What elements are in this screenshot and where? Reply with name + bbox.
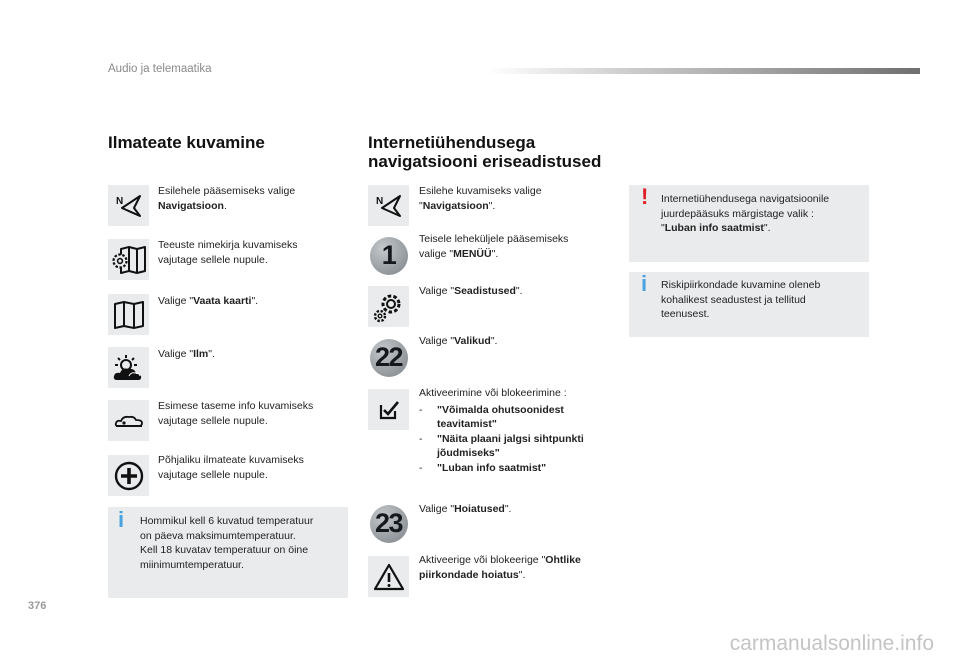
middle-row-check-text: Aktiveerimine või blokeerimine : - "Võimalda ohutsoonidest teavitamist" - "Näita plaani jalgsi sihtpunkti jõudmiseks" - "Luban info saatmist" <box>419 387 584 474</box>
internet-note <box>629 185 869 262</box>
left-row-5-text: Esimese taseme info kuvamiseks vajutage sellele nupule. <box>158 400 314 427</box>
left-row-1-text: Esilehele pääsemiseks valige Navigatsioon. <box>158 185 296 212</box>
step-1-text: Teisele leheküljele pääsemiseks valige "MENÜÜ". <box>419 233 569 260</box>
left-row-4-text: Valige "Ilm". <box>158 348 215 360</box>
risk-zone-note <box>629 272 869 337</box>
info-icon: i <box>641 271 648 296</box>
navigation-arrow-icon[interactable] <box>368 185 409 226</box>
middle-heading: Internetiühendusega navigatsiooni eriseadistused <box>368 133 602 171</box>
step-22-badge <box>368 337 409 378</box>
step-number: 1 <box>370 237 408 275</box>
step-22-text: Valige "Valikud". <box>419 335 498 347</box>
settings-gear-icon[interactable] <box>368 286 409 327</box>
left-row-2-text: Teeuste nimekirja kuvamiseks vajutage sellele nupule. <box>158 239 298 266</box>
weather-icon[interactable] <box>108 347 149 388</box>
header-divider <box>488 68 920 74</box>
internet-note-text: Internetiühendusega navigatsioonile juurdepääsuks märgistage valik : "Luban info saatmist". <box>661 193 830 234</box>
warning-triangle-icon[interactable] <box>368 556 409 597</box>
risk-zone-note-text: Riskipiirkondade kuvamine oleneb kohalikest seadustest ja tellitud teenusest. <box>661 279 821 320</box>
temperature-note-text: Hommikul kell 6 kuvatud temperatuur on päeva maksimumtemperatuur. Kell 18 kuvatav temperatuur on öine miinimumtemperatuur. <box>140 515 314 571</box>
add-icon[interactable] <box>108 455 149 496</box>
section-title: Audio ja telemaatika <box>108 63 212 75</box>
middle-row-warning-text: Aktiveerige või blokeerige "Ohtlike piirkondade hoiatus". <box>419 554 581 581</box>
watermark: carmanualsonline.info <box>729 632 934 655</box>
middle-row-nav-text: Esilehe kuvamiseks valige "Navigatsioon". <box>419 185 542 212</box>
info-icon: i <box>118 507 125 532</box>
map-settings-icon[interactable] <box>108 239 149 280</box>
left-heading: Ilmateate kuvamine <box>108 133 265 152</box>
middle-row-settings-text: Valige "Seadistused". <box>419 285 523 297</box>
step-1-badge <box>368 235 409 276</box>
page-number: 376 <box>28 600 47 612</box>
left-row-3-text: Valige "Vaata kaarti". <box>158 295 259 307</box>
step-number: 22 <box>370 339 408 377</box>
left-row-6-text: Põhjaliku ilmateate kuvamiseks vajutage sellele nupule. <box>158 454 304 481</box>
svg-text:N: N <box>375 195 383 207</box>
temperature-note <box>108 507 348 598</box>
step-23-badge <box>368 503 409 544</box>
alert-icon: ! <box>641 184 649 209</box>
step-number: 23 <box>370 505 408 543</box>
checkbox-icon[interactable] <box>368 389 409 430</box>
navigation-arrow-icon[interactable] <box>108 185 149 226</box>
step-23-text: Valige "Hoiatused". <box>419 503 512 515</box>
weather-info-icon[interactable] <box>108 400 149 441</box>
svg-text:N: N <box>115 195 123 207</box>
map-icon[interactable] <box>108 294 149 335</box>
